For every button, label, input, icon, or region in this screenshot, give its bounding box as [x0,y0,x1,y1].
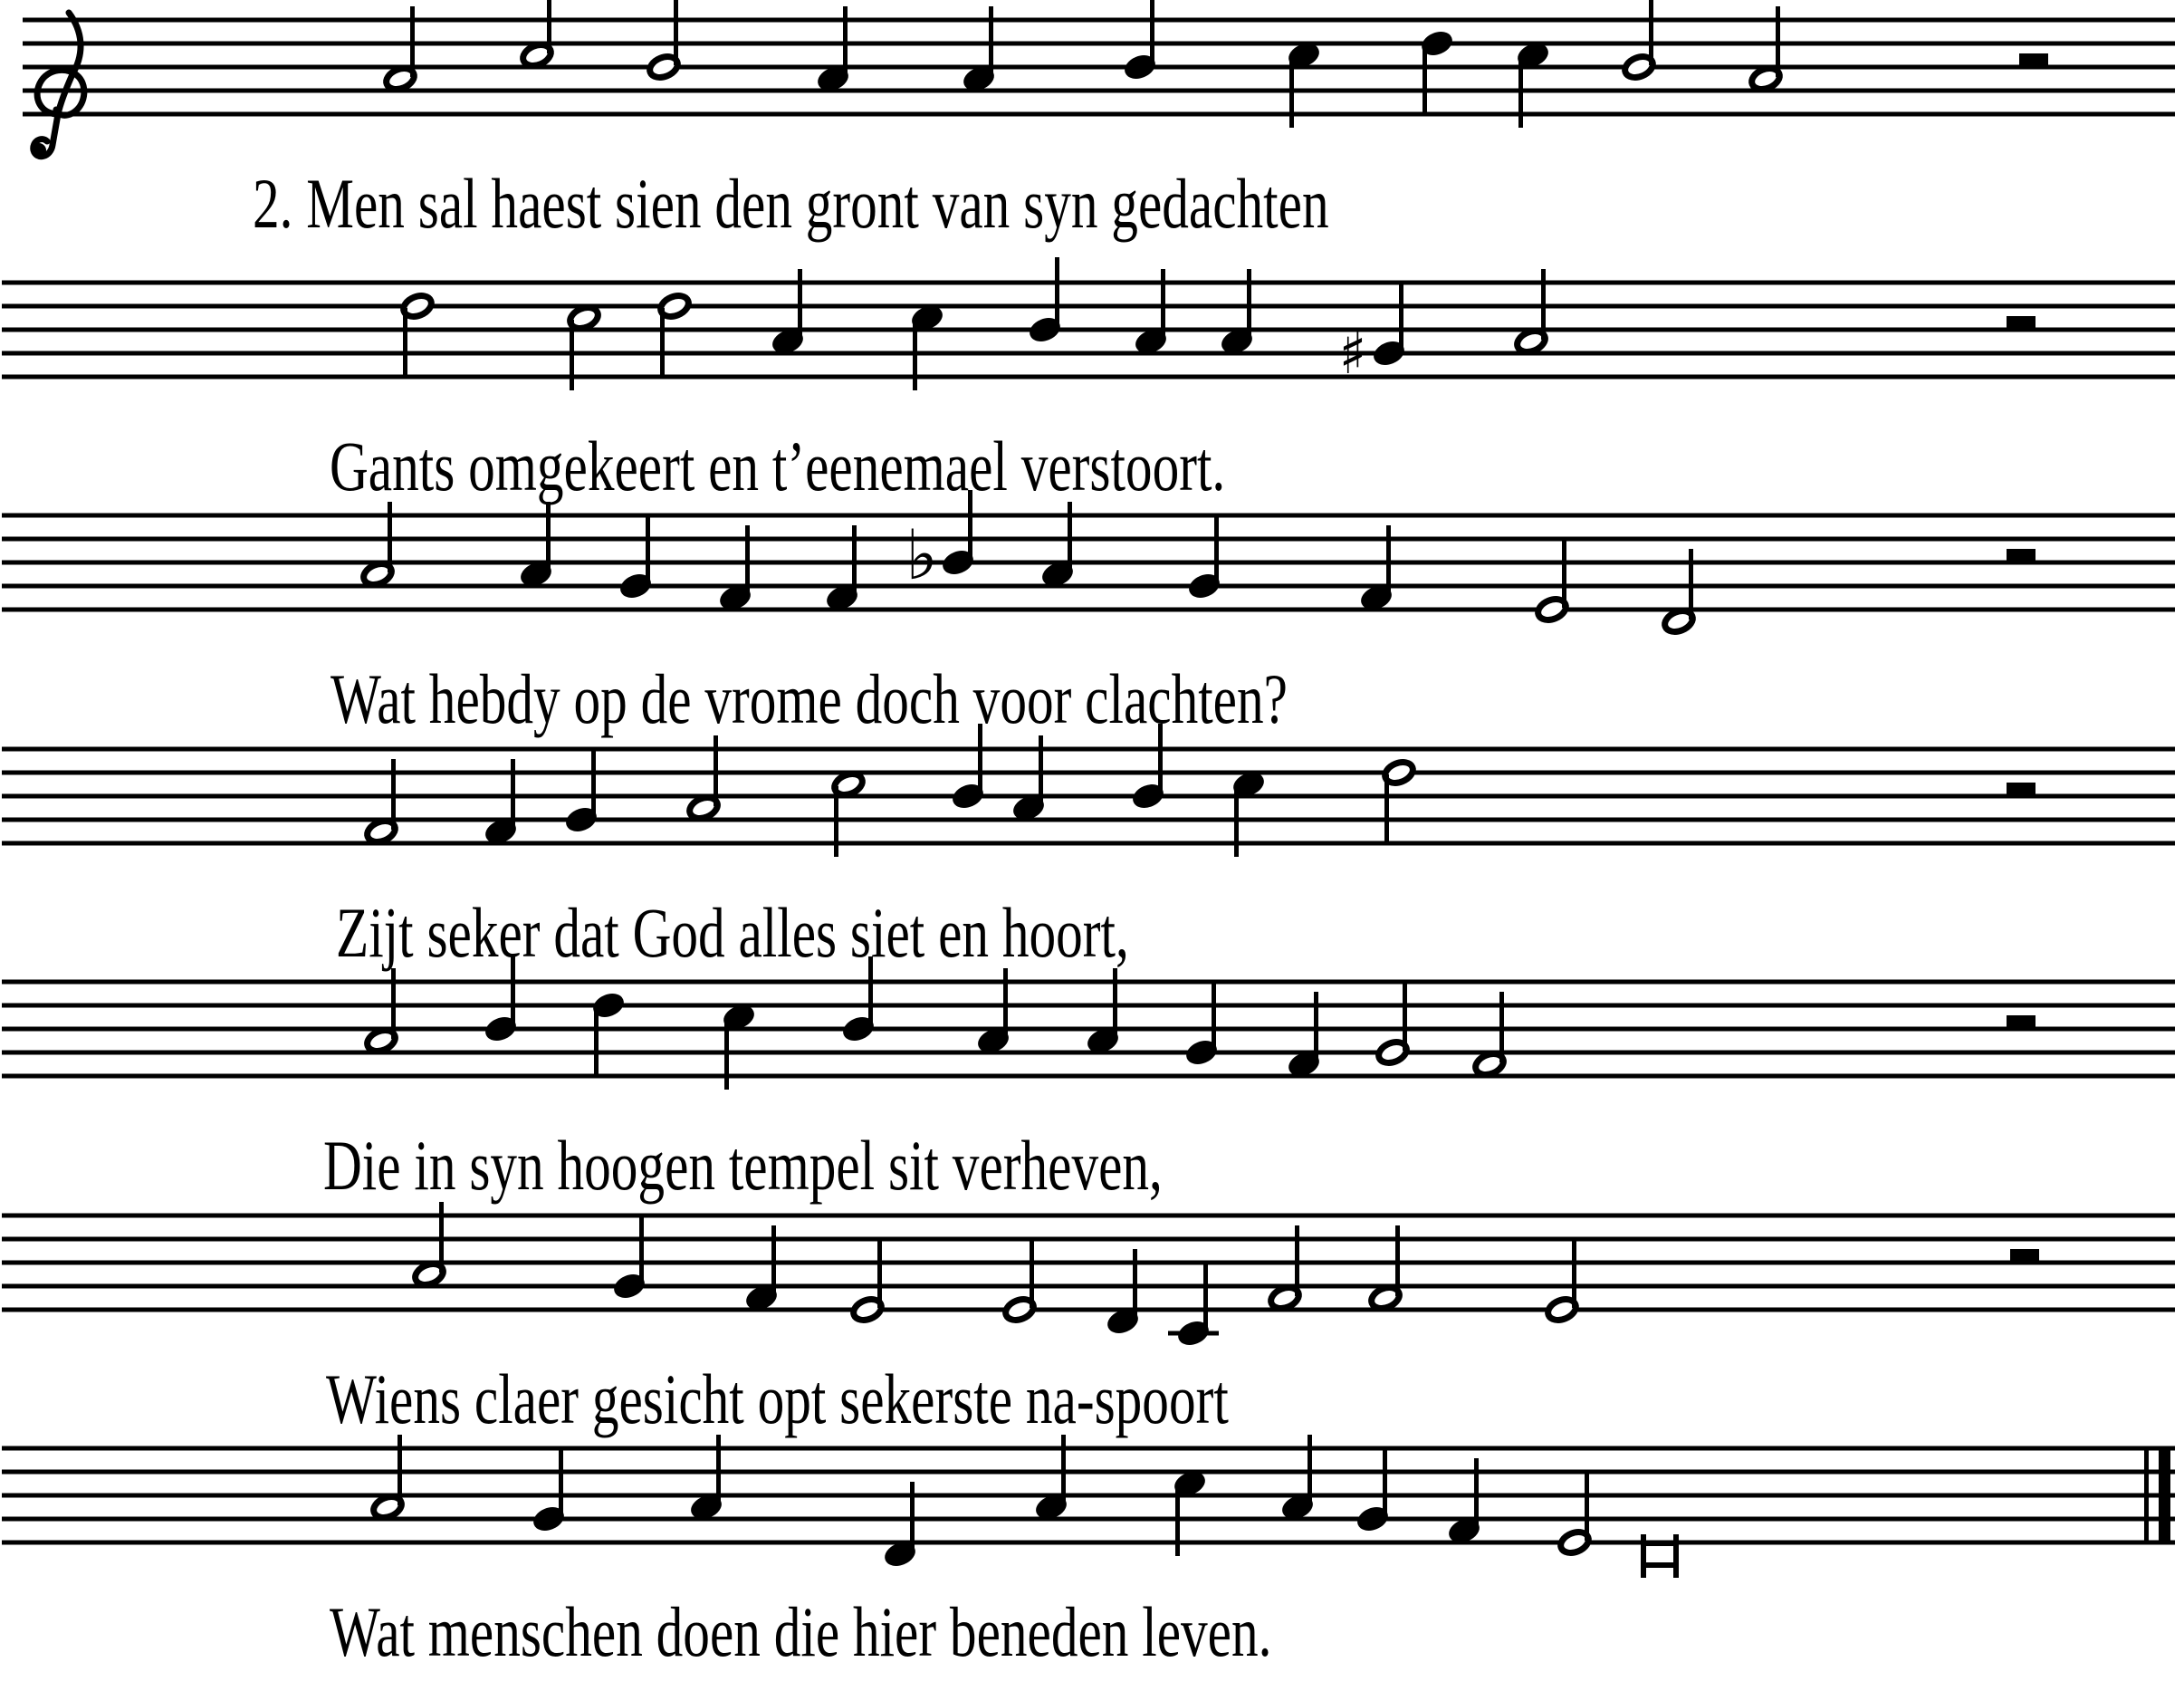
longa-head [1643,1543,1676,1565]
staff-system-4 [2,724,2175,857]
half-note-D5 [400,292,435,379]
quarter-note-G#4 [1339,281,1406,388]
quarter-note-G4 [564,747,599,834]
half-note-B4 [647,0,681,82]
longa-note-D4 [1643,1534,1676,1578]
quarter-note-D5 [591,991,626,1078]
quarter-note-G4 [1184,980,1219,1067]
quarter-note-G4 [1187,514,1221,600]
staff-system-5 [2,956,2175,1090]
sharp-icon: ♯ [1338,321,1367,388]
staff-system-1 [23,0,2175,158]
quarter-note-B4 [1028,257,1062,344]
final-barline-thick [2159,1446,2170,1544]
flat-icon: ♭ [905,514,938,595]
lyric-line-5: Die in syn hoogen tempel sit verheven, [323,1126,1163,1205]
lyric-line-7: Wat menschen doen die hier beneden leven. [330,1592,1272,1671]
half-note-E4 [1545,1237,1579,1324]
quarter-note-B4 [1123,0,1157,82]
half-note-G4 [1375,980,1410,1067]
staff-system-2 [2,257,2175,390]
half-note-E4 [1535,537,1569,624]
half-rest [2007,783,2036,796]
half-rest [2007,1015,2036,1029]
lyric-line-2: Gants omgekeert en t’eenemael verstoort. [330,427,1226,505]
final-barline-thin [2144,1446,2149,1544]
half-note-E4 [1557,1470,1592,1557]
quarter-note-Bb4 [905,490,975,595]
half-rest [2007,316,2036,330]
half-note-B4 [1622,0,1656,82]
half-note-D5 [1382,758,1416,845]
staff-system-6 [2,1202,2175,1348]
lyric-line-3: Wat hebdy op de vrome doch voor clachten? [330,659,1288,738]
half-rest [2019,53,2048,67]
half-note-D5 [657,292,692,379]
quarter-note-G4 [618,514,653,600]
half-rest [2010,1249,2039,1263]
half-note-E4 [850,1237,885,1324]
treble-clef-icon [32,13,84,158]
quarter-note-C4 [1168,1261,1219,1348]
staff-system-3 [2,490,2175,636]
staff-system-7 [2,1435,2175,1578]
lyric-line-1: 2. Men sal haest sien den gront van syn gedachten [253,164,1329,243]
half-rest [2007,549,2036,562]
quarter-note-G4 [612,1214,647,1301]
lyric-line-4: Zijt seker dat God alles siet en hoort, [336,893,1129,972]
half-note-E4 [1002,1237,1037,1324]
lyric-line-6: Wiens claer gesicht opt sekerste na-spoort [326,1360,1229,1438]
quarter-note-D5 [1420,29,1454,116]
quarter-note-G4 [532,1446,566,1533]
half-note-C5 [520,0,554,70]
quarter-note-G4 [1355,1446,1390,1533]
